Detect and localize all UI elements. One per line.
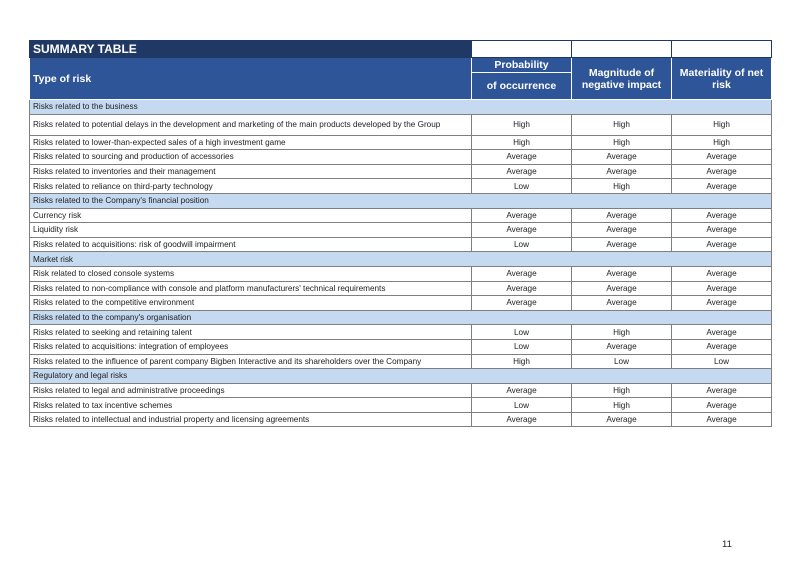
magnitude-value: Average [572, 339, 672, 354]
materiality-value: Average [672, 208, 772, 223]
section-row [30, 100, 772, 115]
risk-name: Risks related to acquisitions: risk of goodwill impairment [30, 237, 472, 252]
section-title: Regulatory and legal risks [30, 369, 772, 384]
table-title: SUMMARY TABLE [30, 41, 472, 58]
magnitude-value: High [572, 325, 672, 340]
table-row [30, 135, 772, 150]
table-row [30, 179, 772, 194]
magnitude-value: High [572, 135, 672, 150]
probability-value: Average [472, 150, 572, 165]
risk-name: Risks related to the influence of parent company Bigben Interactive and its shareholders over the Company [30, 354, 472, 369]
magnitude-value: High [572, 383, 672, 398]
materiality-value: Average [672, 179, 772, 194]
table-row [30, 208, 772, 223]
table-row [30, 237, 772, 252]
section-title: Risks related to the business [30, 100, 772, 115]
probability-value: Low [472, 179, 572, 194]
risk-name: Risks related to reliance on third-party technology [30, 179, 472, 194]
materiality-value: Average [672, 398, 772, 413]
header-magnitude: Magnitude of negative impact [572, 58, 672, 100]
magnitude-value: Low [572, 354, 672, 369]
header-row [30, 58, 772, 73]
probability-value: High [472, 354, 572, 369]
materiality-value: Average [672, 164, 772, 179]
risk-name: Risks related to tax incentive schemes [30, 398, 472, 413]
probability-value: Average [472, 164, 572, 179]
materiality-value: Average [672, 281, 772, 296]
table-row [30, 164, 772, 179]
probability-value: Average [472, 412, 572, 427]
probability-value: Average [472, 223, 572, 238]
magnitude-value: Average [572, 296, 672, 311]
section-row [30, 369, 772, 384]
header-probability: Probability [472, 58, 572, 73]
summary-table [29, 40, 772, 427]
risk-name: Risks related to non-compliance with console and platform manufacturers' technical requirements [30, 281, 472, 296]
risk-name: Risks related to sourcing and production of accessories [30, 150, 472, 165]
probability-value: Low [472, 237, 572, 252]
magnitude-value: High [572, 114, 672, 135]
materiality-value: Average [672, 325, 772, 340]
summary-title-row [30, 41, 772, 58]
probability-value: Average [472, 266, 572, 281]
magnitude-value: Average [572, 237, 672, 252]
risk-name: Risk related to closed console systems [30, 266, 472, 281]
risk-name: Risks related to the competitive environment [30, 296, 472, 311]
table-row [30, 223, 772, 238]
probability-value: Low [472, 339, 572, 354]
table-row [30, 266, 772, 281]
table-row [30, 296, 772, 311]
section-row [30, 252, 772, 267]
table-row [30, 114, 772, 135]
magnitude-value: Average [572, 412, 672, 427]
materiality-value: Average [672, 223, 772, 238]
materiality-value: High [672, 135, 772, 150]
probability-value: Average [472, 383, 572, 398]
materiality-value: Average [672, 150, 772, 165]
materiality-value: Average [672, 266, 772, 281]
magnitude-value: Average [572, 208, 672, 223]
header-type-of-risk: Type of risk [30, 58, 472, 100]
probability-value: Low [472, 398, 572, 413]
header-probability-sub: of occurrence [472, 73, 572, 100]
probability-value: High [472, 135, 572, 150]
section-title: Risks related to the Company's financial position [30, 193, 772, 208]
risk-name: Currency risk [30, 208, 472, 223]
magnitude-value: Average [572, 150, 672, 165]
risk-name: Risks related to seeking and retaining talent [30, 325, 472, 340]
magnitude-value: Average [572, 223, 672, 238]
materiality-value: Average [672, 296, 772, 311]
header-materiality: Materiality of net risk [672, 58, 772, 100]
table-row [30, 339, 772, 354]
probability-value: Low [472, 325, 572, 340]
section-title: Market risk [30, 252, 772, 267]
table-row [30, 325, 772, 340]
risk-name: Risks related to lower-than-expected sales of a high investment game [30, 135, 472, 150]
risk-name: Risks related to potential delays in the development and marketing of the main products developed by the Group [30, 114, 472, 135]
risk-name: Risks related to intellectual and industrial property and licensing agreements [30, 412, 472, 427]
table-row [30, 150, 772, 165]
probability-value: Average [472, 281, 572, 296]
table-row [30, 281, 772, 296]
page-number: 11 [722, 539, 732, 550]
materiality-value: High [672, 114, 772, 135]
section-row [30, 310, 772, 325]
materiality-value: Average [672, 383, 772, 398]
risk-name: Liquidity risk [30, 223, 472, 238]
table-row [30, 354, 772, 369]
risk-name: Risks related to acquisitions: integration of employees [30, 339, 472, 354]
probability-value: High [472, 114, 572, 135]
magnitude-value: High [572, 179, 672, 194]
materiality-value: Average [672, 412, 772, 427]
magnitude-value: High [572, 398, 672, 413]
table-row [30, 412, 772, 427]
magnitude-value: Average [572, 266, 672, 281]
risk-name: Risks related to inventories and their management [30, 164, 472, 179]
table-row [30, 383, 772, 398]
probability-value: Average [472, 208, 572, 223]
magnitude-value: Average [572, 281, 672, 296]
risk-name: Risks related to legal and administrative proceedings [30, 383, 472, 398]
materiality-value: Average [672, 237, 772, 252]
section-row [30, 193, 772, 208]
materiality-value: Average [672, 339, 772, 354]
magnitude-value: Average [572, 164, 672, 179]
materiality-value: Low [672, 354, 772, 369]
table-row [30, 398, 772, 413]
section-title: Risks related to the company's organisation [30, 310, 772, 325]
probability-value: Average [472, 296, 572, 311]
